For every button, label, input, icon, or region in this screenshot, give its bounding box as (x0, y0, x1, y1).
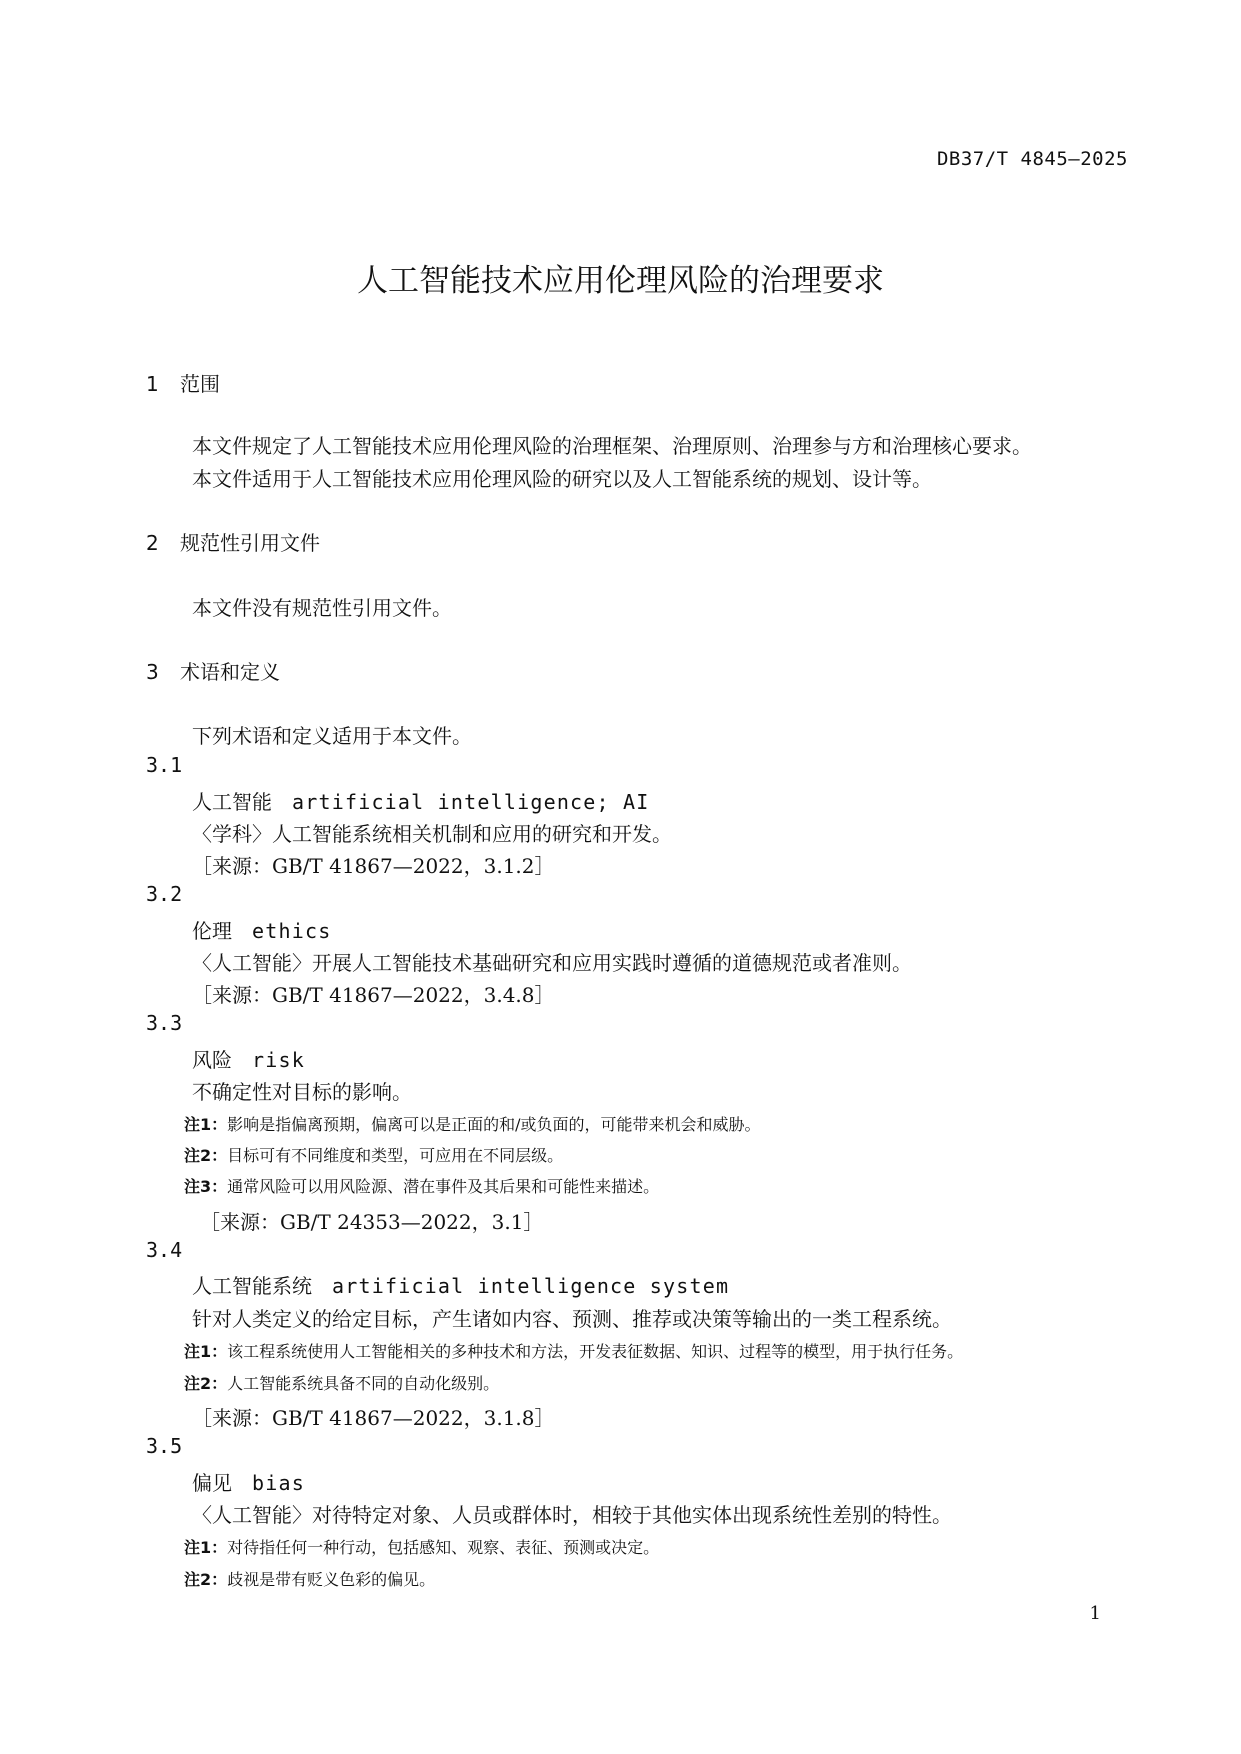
term-definition: 不确定性对目标的影响。 (192, 1080, 412, 1104)
note-text: 对待指任何一种行动，包括感知、观察、表征、预测或决定。 (227, 1538, 660, 1557)
term-zh: 偏见 (192, 1471, 232, 1495)
note-label: 注3： (184, 1177, 228, 1196)
page-number: 1 (1089, 1603, 1101, 1624)
section-1-heading (146, 368, 220, 397)
term-en: bias (252, 1471, 305, 1495)
term-number: 3.4 (146, 1238, 183, 1262)
note-label: 注1： (184, 1538, 228, 1557)
document-number: DB37/T 4845—2025 (936, 148, 1128, 170)
section-title: 范围 (180, 372, 220, 396)
section-2-heading (146, 527, 320, 556)
paragraph: 本文件没有规范性引用文件。 (192, 596, 452, 620)
note-label: 注1： (184, 1342, 228, 1361)
note-text: 歧视是带有贬义色彩的偏见。 (227, 1570, 436, 1589)
note-label: 注2： (184, 1374, 228, 1393)
term-zh: 人工智能系统 (192, 1274, 312, 1298)
term-definition: 〈人工智能〉开展人工智能技术基础研究和应用实践时遵循的道德规范或者准则。 (192, 951, 912, 975)
term-definition: 针对人类定义的给定目标，产生诸如内容、预测、推荐或决策等输出的一类工程系统。 (192, 1307, 952, 1331)
term-source: ［来源：GB/T 41867—2022，3.1.2］ (192, 854, 555, 878)
section-number: 2 (146, 531, 159, 555)
note-label: 注2： (184, 1570, 228, 1589)
term-en: ethics (252, 919, 332, 943)
section-number: 1 (146, 372, 159, 396)
term-heading (192, 1044, 305, 1073)
term-number: 3.1 (146, 753, 183, 777)
term-definition: 〈学科〉人工智能系统相关机制和应用的研究和开发。 (192, 822, 672, 846)
term-note (184, 1143, 563, 1166)
section-title: 规范性引用文件 (180, 531, 320, 555)
paragraph: 本文件适用于人工智能技术应用伦理风险的研究以及人工智能系统的规划、设计等。 (192, 467, 932, 491)
term-number: 3.2 (146, 882, 183, 906)
term-source: ［来源：GB/T 41867—2022，3.1.8］ (192, 1406, 555, 1430)
document-title: 人工智能技术应用伦理风险的治理要求 (357, 263, 884, 299)
term-note (184, 1371, 499, 1394)
paragraph: 本文件规定了人工智能技术应用伦理风险的治理框架、治理原则、治理参与方和治理核心要求。 (192, 434, 1032, 458)
term-en: artificial intelligence; AI (292, 790, 650, 814)
note-text: 该工程系统使用人工智能相关的多种技术和方法，开发表征数据、知识、过程等的模型，用于执行任务。 (227, 1342, 964, 1361)
section-title: 术语和定义 (180, 660, 280, 684)
term-heading (192, 915, 331, 944)
term-zh: 人工智能 (192, 790, 272, 814)
term-note (184, 1112, 761, 1135)
note-text: 目标可有不同维度和类型，可应用在不同层级。 (227, 1146, 564, 1165)
term-note (184, 1567, 435, 1590)
term-zh: 风险 (192, 1048, 232, 1072)
note-label: 注1： (184, 1115, 228, 1134)
term-zh: 伦理 (192, 919, 232, 943)
term-note (184, 1339, 963, 1362)
term-heading (192, 786, 650, 815)
term-note (184, 1535, 659, 1558)
note-text: 人工智能系统具备不同的自动化级别。 (227, 1374, 500, 1393)
term-definition: 〈人工智能〉对待特定对象、人员或群体时，相较于其他实体出现系统性差别的特性。 (192, 1503, 952, 1527)
term-number: 3.5 (146, 1434, 183, 1458)
term-number: 3.3 (146, 1011, 183, 1035)
section-number: 3 (146, 660, 159, 684)
section-3-heading (146, 656, 280, 685)
note-text: 通常风险可以用风险源、潜在事件及其后果和可能性来描述。 (227, 1177, 660, 1196)
term-heading (192, 1467, 305, 1496)
note-text: 影响是指偏离预期，偏离可以是正面的和/或负面的，可能带来机会和威胁。 (227, 1115, 761, 1134)
note-label: 注2： (184, 1146, 228, 1165)
term-note (184, 1174, 659, 1197)
term-en: risk (252, 1048, 305, 1072)
term-source: ［来源：GB/T 24353—2022，3.1］ (200, 1210, 544, 1234)
term-en: artificial intelligence system (332, 1274, 730, 1298)
paragraph: 下列术语和定义适用于本文件。 (192, 724, 472, 748)
term-source: ［来源：GB/T 41867—2022，3.4.8］ (192, 983, 555, 1007)
term-heading (192, 1270, 729, 1299)
